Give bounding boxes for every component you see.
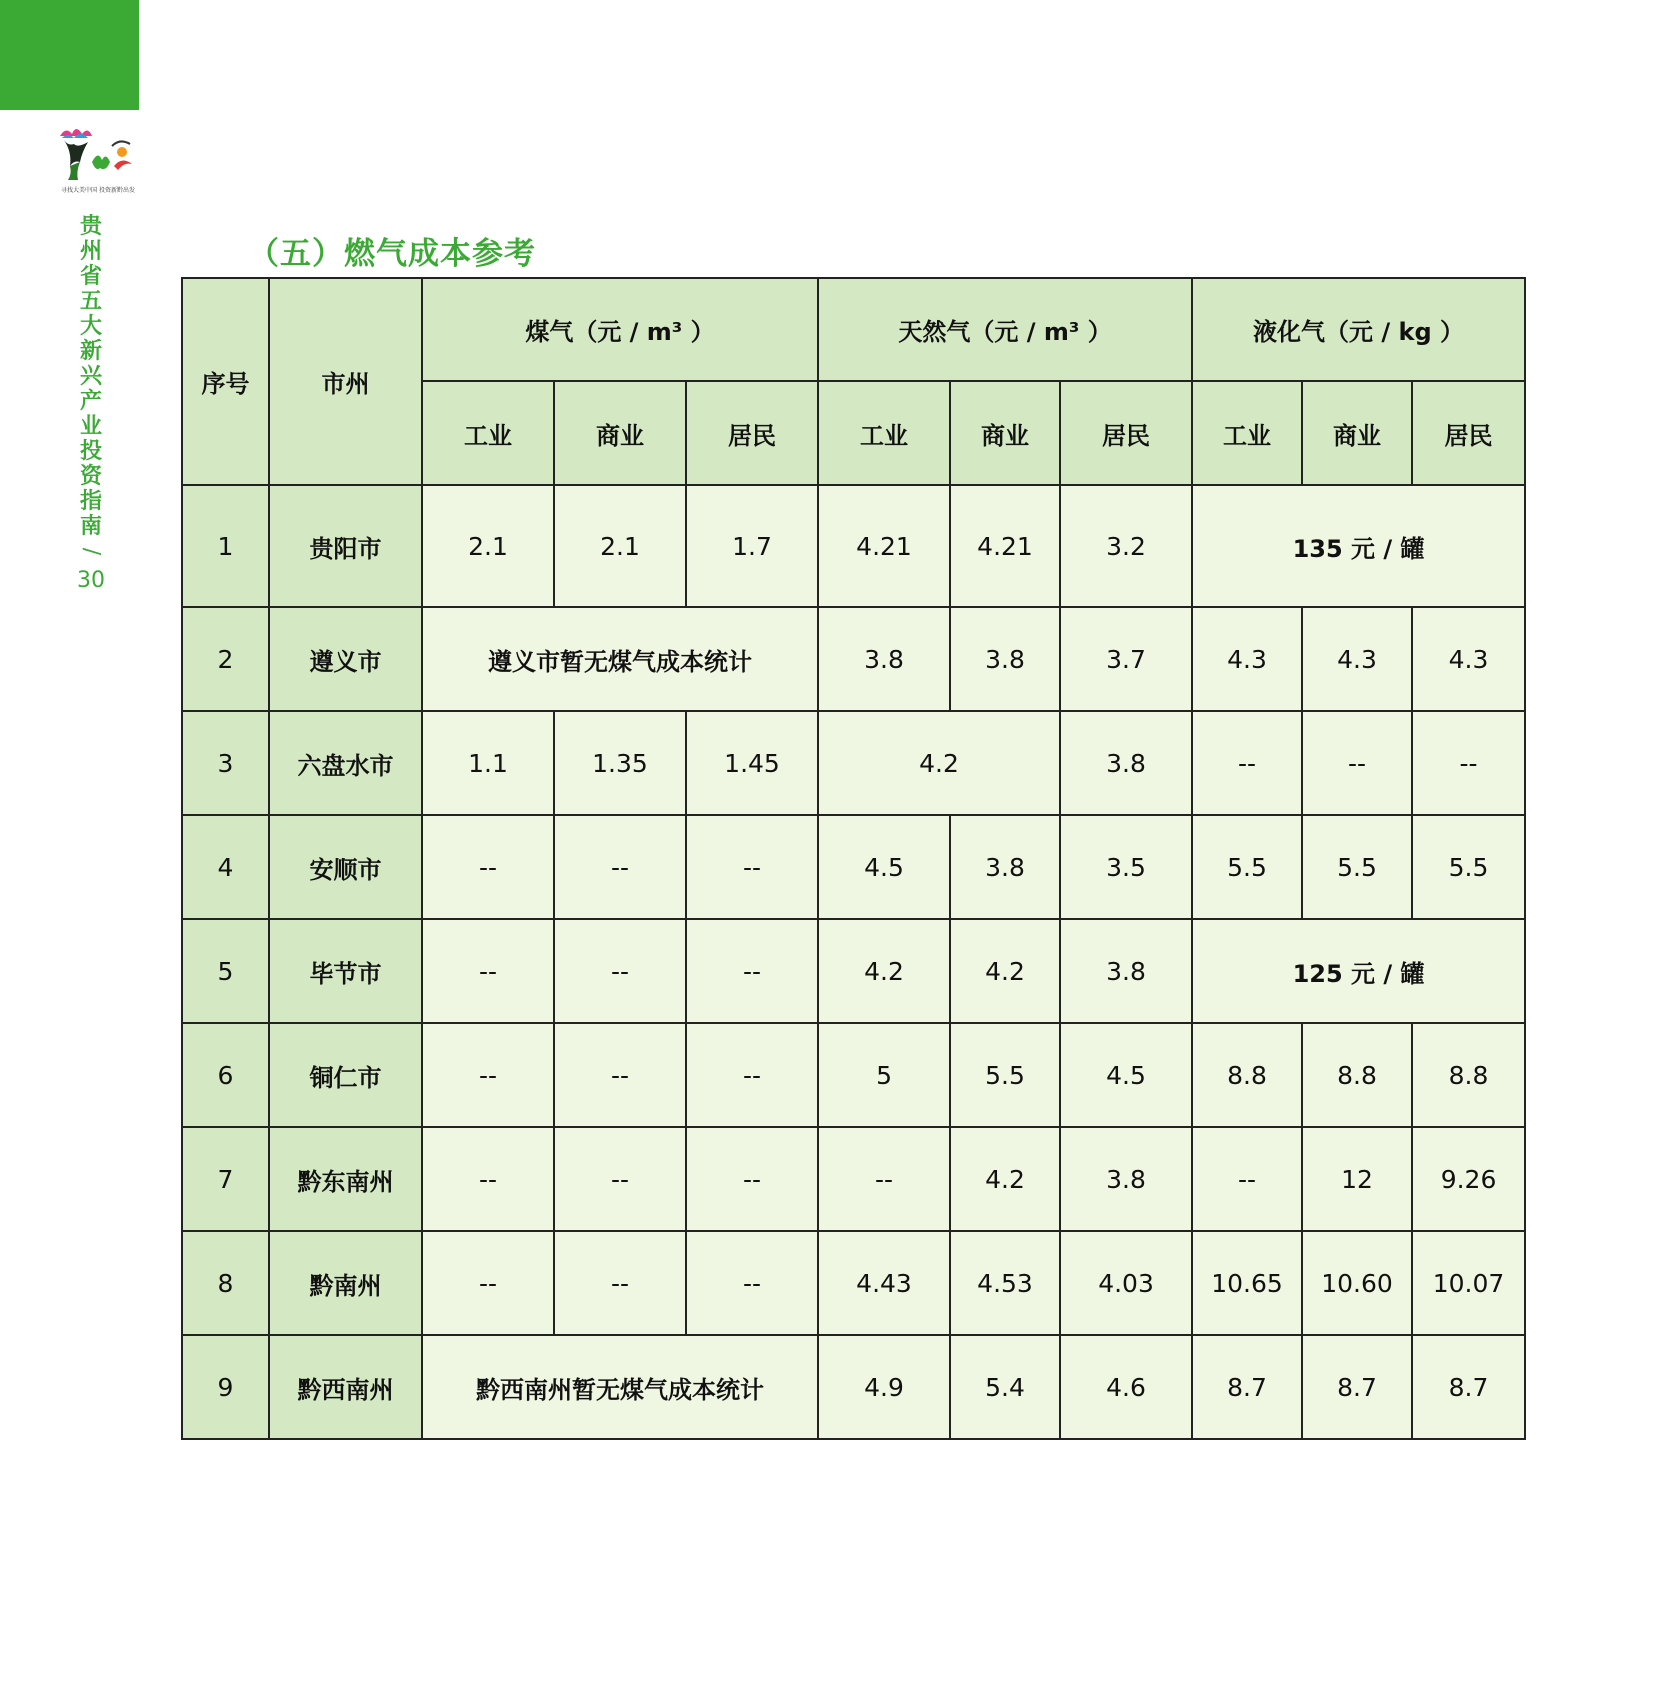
cell-ng-residential: 4.6 xyxy=(1060,1335,1192,1439)
header-index: 序号 xyxy=(182,278,269,485)
cell-coal-residential: -- xyxy=(686,815,818,919)
subheader-ng-commercial: 商业 xyxy=(950,381,1060,485)
cell-ng-industrial: 4.9 xyxy=(818,1335,950,1439)
cell-lpg-residential: 9.26 xyxy=(1412,1127,1525,1231)
cell-ng-residential: 3.2 xyxy=(1060,485,1192,607)
cell-coal-commercial: 2.1 xyxy=(554,485,686,607)
cell-coal-industrial: -- xyxy=(422,919,554,1023)
cell-coal-industrial: -- xyxy=(422,815,554,919)
table-row xyxy=(182,815,1525,919)
table-row xyxy=(182,1127,1525,1231)
cell-coal-commercial: -- xyxy=(554,919,686,1023)
subheader-ng-industrial: 工业 xyxy=(818,381,950,485)
cell-lpg-residential: 10.07 xyxy=(1412,1231,1525,1335)
cell-ng-industrial: 4.5 xyxy=(818,815,950,919)
cell-ng-commercial: 4.21 xyxy=(950,485,1060,607)
cell-ng-industrial: 5 xyxy=(818,1023,950,1127)
cell-coal-industrial: 2.1 xyxy=(422,485,554,607)
cell-lpg-industrial: -- xyxy=(1192,1127,1302,1231)
cell-ng-residential: 3.8 xyxy=(1060,711,1192,815)
cell-coal-note: 黔西南州暂无煤气成本统计 xyxy=(422,1335,818,1439)
cell-coal-residential: 1.45 xyxy=(686,711,818,815)
cell-coal-residential: -- xyxy=(686,1127,818,1231)
cell-lpg-industrial: 10.65 xyxy=(1192,1231,1302,1335)
cell-coal-industrial: 1.1 xyxy=(422,711,554,815)
table-row xyxy=(182,919,1525,1023)
header-coal-gas: 煤气（元 / m³ ） xyxy=(422,278,818,381)
cell-lpg-industrial: 8.7 xyxy=(1192,1335,1302,1439)
vertical-book-title: 贵 州 省 五 大 新 兴 产 业 投 资 指 南 / 30 xyxy=(77,214,105,593)
row-index: 7 xyxy=(182,1127,269,1231)
cell-coal-note: 遵义市暂无煤气成本统计 xyxy=(422,607,818,711)
row-city: 黔南州 xyxy=(269,1231,422,1335)
subheader-ng-residential: 居民 xyxy=(1060,381,1192,485)
row-index: 1 xyxy=(182,485,269,607)
cell-lpg-commercial: 4.3 xyxy=(1302,607,1412,711)
cell-coal-industrial: -- xyxy=(422,1231,554,1335)
cell-lpg-industrial: 5.5 xyxy=(1192,815,1302,919)
cell-ng-commercial: 5.5 xyxy=(950,1023,1060,1127)
cell-ng-commercial: 3.8 xyxy=(950,607,1060,711)
cell-ng-residential: 4.03 xyxy=(1060,1231,1192,1335)
cell-coal-commercial: -- xyxy=(554,1127,686,1231)
corner-color-block xyxy=(0,0,139,110)
section-title: （五）燃气成本参考 xyxy=(248,236,536,272)
row-city: 铜仁市 xyxy=(269,1023,422,1127)
table-row xyxy=(182,711,1525,815)
row-index: 9 xyxy=(182,1335,269,1439)
row-index: 2 xyxy=(182,607,269,711)
table-row xyxy=(182,1023,1525,1127)
table-row xyxy=(182,1231,1525,1335)
cell-ng-merged: 4.2 xyxy=(818,711,1060,815)
cell-ng-residential: 3.8 xyxy=(1060,919,1192,1023)
row-index: 4 xyxy=(182,815,269,919)
header-natural-gas: 天然气（元 / m³ ） xyxy=(818,278,1192,381)
row-city: 贵阳市 xyxy=(269,485,422,607)
svg-text:寻找大美中国 投资新黔出发: 寻找大美中国 投资新黔出发 xyxy=(61,187,135,194)
table-row xyxy=(182,1335,1525,1439)
header-city: 市州 xyxy=(269,278,422,485)
row-index: 5 xyxy=(182,919,269,1023)
subheader-lpg-residential: 居民 xyxy=(1412,381,1525,485)
cell-coal-commercial: 1.35 xyxy=(554,711,686,815)
subheader-lpg-industrial: 工业 xyxy=(1192,381,1302,485)
cell-ng-commercial: 4.53 xyxy=(950,1231,1060,1335)
cell-coal-commercial: -- xyxy=(554,1023,686,1127)
cell-lpg-residential: 8.7 xyxy=(1412,1335,1525,1439)
cell-ng-industrial: 4.21 xyxy=(818,485,950,607)
cell-coal-residential: -- xyxy=(686,919,818,1023)
cell-ng-industrial: -- xyxy=(818,1127,950,1231)
cell-ng-industrial: 3.8 xyxy=(818,607,950,711)
subheader-lpg-commercial: 商业 xyxy=(1302,381,1412,485)
subheader-coal-industrial: 工业 xyxy=(422,381,554,485)
table-row xyxy=(182,485,1525,607)
cell-lpg-industrial: 4.3 xyxy=(1192,607,1302,711)
row-city: 黔西南州 xyxy=(269,1335,422,1439)
header-lpg: 液化气（元 / kg ） xyxy=(1192,278,1525,381)
cell-lpg-merged: 125 元 / 罐 xyxy=(1192,919,1525,1023)
cell-coal-commercial: -- xyxy=(554,1231,686,1335)
cell-lpg-commercial: 8.8 xyxy=(1302,1023,1412,1127)
gas-cost-table xyxy=(181,277,1526,1440)
cell-coal-residential: -- xyxy=(686,1023,818,1127)
cell-ng-commercial: 4.2 xyxy=(950,919,1060,1023)
table-row xyxy=(182,607,1525,711)
cell-coal-industrial: -- xyxy=(422,1127,554,1231)
row-index: 6 xyxy=(182,1023,269,1127)
cell-ng-residential: 3.8 xyxy=(1060,1127,1192,1231)
subheader-coal-residential: 居民 xyxy=(686,381,818,485)
cell-ng-industrial: 4.43 xyxy=(818,1231,950,1335)
row-city: 黔东南州 xyxy=(269,1127,422,1231)
row-city: 六盘水市 xyxy=(269,711,422,815)
row-city: 毕节市 xyxy=(269,919,422,1023)
cell-lpg-residential: 4.3 xyxy=(1412,607,1525,711)
page-number: 30 xyxy=(77,568,105,593)
row-index: 3 xyxy=(182,711,269,815)
cell-lpg-industrial: 8.8 xyxy=(1192,1023,1302,1127)
cell-ng-industrial: 4.2 xyxy=(818,919,950,1023)
cell-ng-commercial: 5.4 xyxy=(950,1335,1060,1439)
cell-coal-commercial: -- xyxy=(554,815,686,919)
row-city: 安顺市 xyxy=(269,815,422,919)
cell-lpg-commercial: 10.60 xyxy=(1302,1231,1412,1335)
cell-lpg-merged: 135 元 / 罐 xyxy=(1192,485,1525,607)
cell-ng-residential: 4.5 xyxy=(1060,1023,1192,1127)
subheader-coal-commercial: 商业 xyxy=(554,381,686,485)
cell-lpg-residential: 5.5 xyxy=(1412,815,1525,919)
cell-lpg-commercial: 5.5 xyxy=(1302,815,1412,919)
cell-coal-residential: 1.7 xyxy=(686,485,818,607)
cell-ng-residential: 3.7 xyxy=(1060,607,1192,711)
brand-logo-icon xyxy=(52,122,144,202)
cell-ng-commercial: 4.2 xyxy=(950,1127,1060,1231)
cell-lpg-commercial: 12 xyxy=(1302,1127,1412,1231)
cell-lpg-commercial: -- xyxy=(1302,711,1412,815)
cell-lpg-commercial: 8.7 xyxy=(1302,1335,1412,1439)
cell-coal-industrial: -- xyxy=(422,1023,554,1127)
cell-ng-commercial: 3.8 xyxy=(950,815,1060,919)
cell-lpg-residential: 8.8 xyxy=(1412,1023,1525,1127)
title-slash: / xyxy=(78,547,104,556)
cell-ng-residential: 3.5 xyxy=(1060,815,1192,919)
cell-coal-residential: -- xyxy=(686,1231,818,1335)
row-city: 遵义市 xyxy=(269,607,422,711)
row-index: 8 xyxy=(182,1231,269,1335)
cell-lpg-industrial: -- xyxy=(1192,711,1302,815)
cell-lpg-residential: -- xyxy=(1412,711,1525,815)
